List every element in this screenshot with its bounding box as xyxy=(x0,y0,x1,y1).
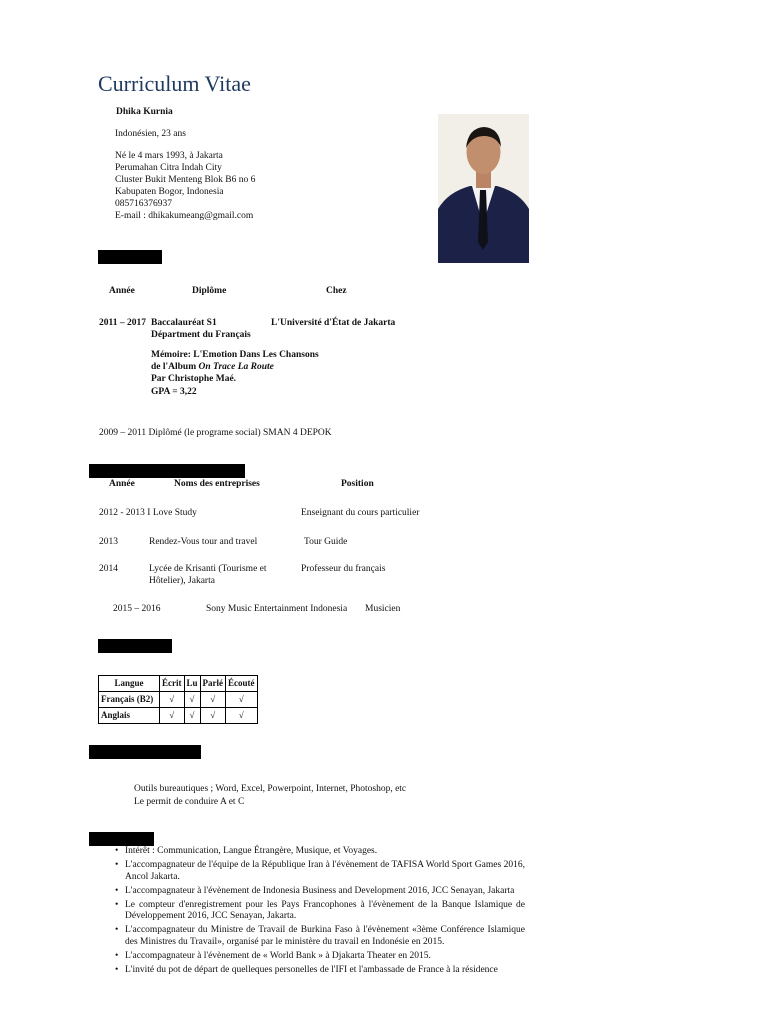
skills-line: Outils bureautiques ; Word, Excel, Powerpoint, Internet, Photoshop, etc xyxy=(134,784,407,794)
experience-year: 2013 xyxy=(99,537,118,547)
education-memoire-album: de l'Album On Trace La Route xyxy=(151,362,274,372)
list-item: • L'accompagnateur de l'équipe de la République Iran à l'évènement de TAFISA World Sport Games 2016, Ancol Jakarta. xyxy=(115,860,525,884)
check-mark: √ xyxy=(184,692,200,708)
table-header: Parlé xyxy=(200,676,226,692)
list-item: • Le compteur d'enregistrement pour les Pays Francophones à l'évènement de la Banque Islamique de Développement 2016, JCC Senayan, Jakarta. xyxy=(115,900,525,924)
list-item: • L'invité du pot de départ de quelleques personelles de l'IFI et l'ambassade de France à la résidence xyxy=(115,965,525,977)
language-name: Anglais xyxy=(99,708,160,724)
experience-year: 2014 xyxy=(99,564,118,574)
education-gpa: GPA = 3,22 xyxy=(151,387,197,397)
section-bar-experience xyxy=(89,464,245,478)
activities-list xyxy=(115,846,525,979)
portrait-illustration xyxy=(438,114,529,263)
experience-company: Sony Music Entertainment Indonesia xyxy=(206,604,348,614)
education-period: 2011 – 2017 xyxy=(99,318,146,328)
education-header-degree: Diplôme xyxy=(192,286,227,296)
check-mark: √ xyxy=(226,708,258,724)
section-bar-education xyxy=(98,250,162,264)
table-header: Écouté xyxy=(226,676,258,692)
skills-line: Le permit de conduire A et C xyxy=(134,797,245,807)
page-title: Curriculum Vitae xyxy=(98,71,251,96)
section-bar-skills xyxy=(89,745,201,759)
experience-company: Lycée de Krisanti (Tourisme et xyxy=(149,564,267,574)
phone-number: 085716376937 xyxy=(115,199,172,209)
address-line: Kabupaten Bogor, Indonesia xyxy=(115,187,224,197)
person-name: Dhika Kurnia xyxy=(116,107,173,117)
experience-company: Hôtelier), Jakarta xyxy=(149,576,215,586)
email: E-mail : dhikakumeang@gmail.com xyxy=(115,211,254,221)
education-entry-secondary: 2009 – 2011 Diplômé (le programe social) SMAN 4 DEPOK xyxy=(99,428,332,438)
education-memoire: Mémoire: L'Emotion Dans Les Chansons xyxy=(151,350,319,360)
address-line: Cluster Bukit Menteng Blok B6 no 6 xyxy=(115,175,256,185)
check-mark: √ xyxy=(226,692,258,708)
table-row xyxy=(99,708,258,724)
table-header-row xyxy=(99,676,258,692)
table-header: Lu xyxy=(184,676,200,692)
experience-position: Tour Guide xyxy=(304,537,348,547)
address-line: Né le 4 mars 1993, à Jakarta xyxy=(115,151,223,161)
language-name: Français (B2) xyxy=(99,692,160,708)
table-header: Langue xyxy=(99,676,160,692)
nationality-age: Indonésien, 23 ans xyxy=(115,129,186,139)
experience-position: Professeur du français xyxy=(301,564,386,574)
experience-year: 2015 – 2016 xyxy=(113,604,161,614)
experience-position: Musicien xyxy=(365,604,401,614)
section-bar-languages xyxy=(98,639,172,653)
education-header-year: Année xyxy=(109,286,135,296)
experience-header-company: Noms des entreprises xyxy=(174,479,260,489)
education-degree: Baccalauréat S1 xyxy=(151,318,217,328)
experience-header-year: Année xyxy=(109,479,135,489)
check-mark: √ xyxy=(200,692,226,708)
list-item: • L'accompagnateur du Ministre de Travail de Burkina Faso à l'évènement «3ème Conférence Islamique des Ministres du Travail», organisé par le ministère du travail en Indonésie en 2015. xyxy=(115,925,525,949)
address-line: Perumahan Citra Indah City xyxy=(115,163,222,173)
education-school: L'Université d'État de Jakarta xyxy=(271,318,396,328)
list-item: • Intérêt : Communication, Langue Étrangère, Musique, et Voyages. xyxy=(115,846,525,858)
languages-table xyxy=(98,675,258,724)
check-mark: √ xyxy=(184,708,200,724)
check-mark: √ xyxy=(160,692,185,708)
profile-photo xyxy=(438,114,529,263)
experience-year: 2012 - 2013 I Love Study xyxy=(99,508,197,518)
experience-company: Rendez-Vous tour and travel xyxy=(149,537,258,547)
education-memoire-author: Par Christophe Maé. xyxy=(151,374,237,384)
education-header-school: Chez xyxy=(326,286,347,296)
experience-position: Enseignant du cours particulier xyxy=(301,508,420,518)
table-row xyxy=(99,692,258,708)
experience-header-position: Position xyxy=(341,479,374,489)
education-department: Départment du Français xyxy=(151,330,251,340)
list-item: • L'accompagnateur à l'évènement de Indonesia Business and Development 2016, JCC Senayan, Jakarta xyxy=(115,886,525,898)
section-bar-activities xyxy=(89,832,154,846)
check-mark: √ xyxy=(200,708,226,724)
check-mark: √ xyxy=(160,708,185,724)
table-header: Écrit xyxy=(160,676,185,692)
list-item: • L'accompagnateur à l'évènement de « World Bank » à Djakarta Theater en 2015. xyxy=(115,951,525,963)
